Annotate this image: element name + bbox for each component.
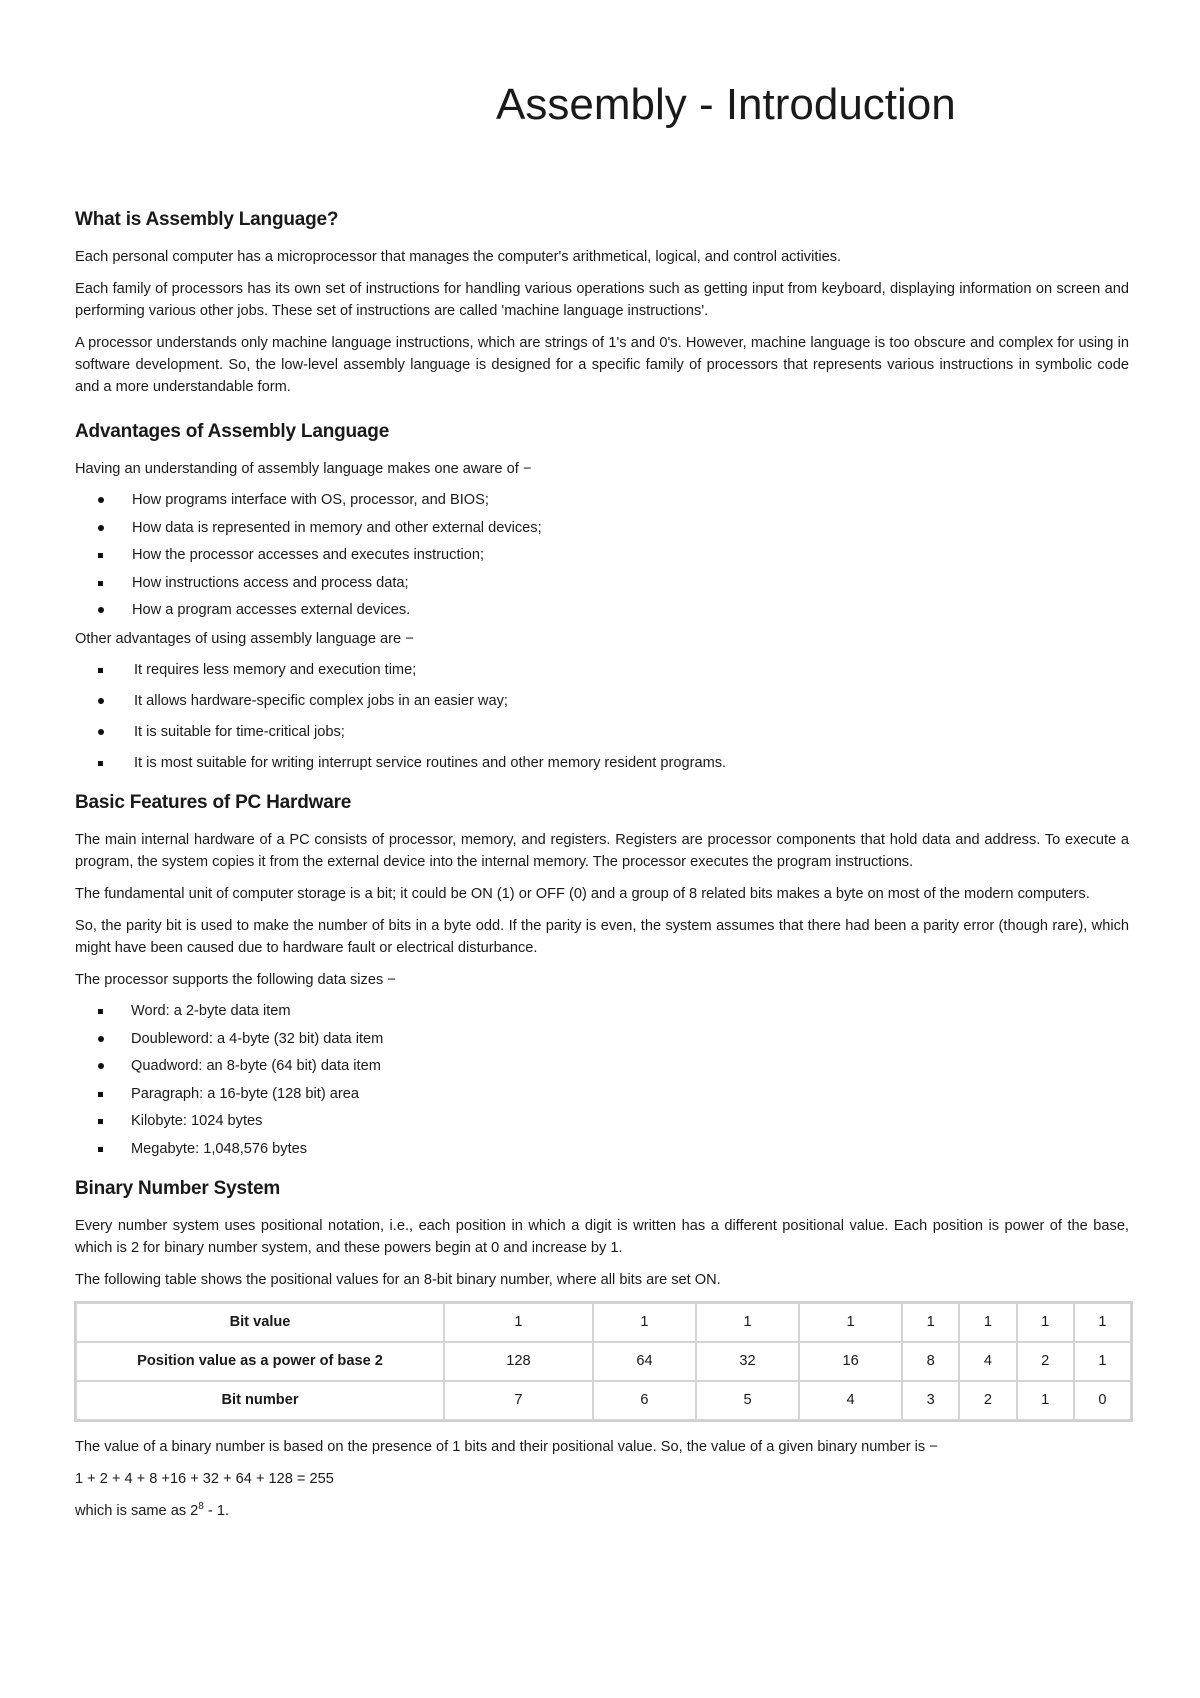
table-cell: 1 [593,1303,696,1342]
list-item-text: Quadword: an 8-byte (64 bit) data item [131,1058,381,1074]
bullet-icon [98,761,103,766]
document-body [75,208,1129,1532]
list-item-text: Kilobyte: 1024 bytes [131,1113,263,1129]
list-item [75,573,1129,593]
paragraph: The main internal hardware of a PC consists of processor, memory, and registers. Registers are processor components that hold data and address. To execute a program, the system copies it from the external device into the internal memory. The processor executes the program instructions. [75,832,1129,870]
section-pc-hardware [75,791,1129,1159]
page-title: Assembly - Introduction [496,80,956,129]
section-heading: Basic Features of PC Hardware [75,792,352,813]
table-cell: 4 [799,1381,902,1420]
list-item [75,1056,1129,1076]
section-heading: Binary Number System [75,1177,281,1199]
table-row [76,1303,1131,1342]
table-cell: 128 [444,1342,593,1381]
paragraph: Other advantages of using assembly language are − [75,631,414,647]
paragraph: Every number system uses positional notation, i.e., each position in which a digit is written has a different positional value. Each position is power of the base, which is 2 for binary number system, and these powers begin at 0 and increase by 1. [75,1217,1129,1256]
table-cell: 1 [1074,1303,1131,1342]
list-item-text: Word: a 2-byte data item [131,1003,291,1019]
list-item [75,518,1129,538]
row-header: Position value as a power of base 2 [76,1342,444,1381]
table-cell: 1 [696,1303,799,1342]
table-cell: 1 [1017,1303,1074,1342]
advantages-list [75,490,1129,620]
section-heading: What is Assembly Language? [75,209,339,230]
table-cell: 16 [799,1342,902,1381]
list-item-text: How a program accesses external devices. [132,602,411,618]
paragraph: A processor understands only machine language instructions, which are strings of 1's and 0's. However, machine language is too obscure and complex for using in software development. So, the low-level assembly language is designed for a specific family of processors that represents various instructions in symbolic code and a more understandable form. [75,335,1129,395]
exponent: 8 [198,1500,204,1512]
list-item [75,691,1129,711]
row-header: Bit value [76,1303,444,1342]
list-item [75,660,1129,680]
equation-note-prefix: which is same as 2 [75,1502,199,1519]
list-item-text: Paragraph: a 16-byte (128 bit) area [131,1085,359,1102]
list-item-text: It is suitable for time-critical jobs; [134,724,345,740]
paragraph: The value of a binary number is based on the presence of 1 bits and their positional value. So, the value of a given binary number is − [75,1438,938,1455]
bullet-icon [98,1036,104,1042]
table-cell: 1 [959,1303,1016,1342]
list-item [75,722,1129,742]
list-item-text: How programs interface with OS, processor, and BIOS; [132,492,489,508]
list-item-text: Doubleword: a 4-byte (32 bit) data item [131,1030,384,1047]
table-cell: 64 [593,1342,696,1381]
list-item [75,490,1129,510]
list-item-text: It requires less memory and execution time; [134,662,417,678]
paragraph: The following table shows the positional values for an 8-bit binary number, where all bits are set ON. [75,1271,721,1288]
table-cell: 4 [959,1342,1016,1381]
bullet-icon [98,525,104,531]
table-cell: 3 [902,1381,959,1420]
data-sizes-list [75,1001,1129,1159]
section-binary-number-system [75,1177,1129,1522]
other-advantages-list [75,660,1129,773]
table-cell: 6 [593,1381,696,1420]
bullet-icon [98,553,103,558]
list-item-text: How the processor accesses and executes instruction; [132,547,485,563]
table-row [76,1381,1131,1420]
bullet-icon [98,729,104,735]
list-item [75,600,1129,620]
bullet-icon [98,1009,103,1014]
paragraph: The processor supports the following data sizes − [75,972,396,988]
table-cell: 1 [799,1303,902,1342]
list-item-text: How data is represented in memory and other external devices; [132,519,542,536]
section-heading: Advantages of Assembly Language [75,421,390,442]
equation-note-suffix: - 1. [203,1502,229,1519]
bullet-icon [98,497,104,503]
paragraph: Each personal computer has a microprocessor that manages the computer's arithmetical, logical, and control activities. [75,249,842,265]
section-advantages [75,420,1129,773]
bullet-icon [98,668,103,673]
list-item [75,545,1129,565]
list-item [75,1111,1129,1131]
table-row [76,1342,1131,1381]
paragraph: Having an understanding of assembly language makes one aware of − [75,461,532,477]
bullet-icon [98,1119,103,1124]
table-cell: 5 [696,1381,799,1420]
table-cell: 0 [1074,1381,1131,1420]
bullet-icon [98,1063,104,1069]
list-item [75,1029,1129,1049]
positional-values-table [74,1301,1133,1422]
table-cell: 7 [444,1381,593,1420]
paragraph: So, the parity bit is used to make the number of bits in a byte odd. If the parity is even, the system assumes that there had been a parity error (though rare), which might have been caused due to hardware fault or electrical disturbance. [75,918,1129,956]
section-what-is-assembly [75,208,1129,398]
table-cell: 1 [1017,1381,1074,1420]
bullet-icon [98,1147,103,1152]
equation: 1 + 2 + 4 + 8 +16 + 32 + 64 + 128 = 255 [75,1470,334,1487]
row-header: Bit number [76,1381,444,1420]
list-item-text: How instructions access and process data; [132,574,409,591]
table-cell: 1 [902,1303,959,1342]
bullet-icon [98,698,104,704]
table-cell: 1 [444,1303,593,1342]
table-cell: 2 [959,1381,1016,1420]
list-item-text: It is most suitable for writing interrupt service routines and other memory resident programs. [134,755,727,771]
bullet-icon [98,1092,103,1097]
list-item [75,1084,1129,1104]
list-item-text: Megabyte: 1,048,576 bytes [131,1140,308,1157]
bullet-icon [98,607,104,613]
table-cell: 8 [902,1342,959,1381]
list-item-text: It allows hardware-specific complex jobs in an easier way; [134,693,508,709]
list-item [75,1001,1129,1021]
table-cell: 2 [1017,1342,1074,1381]
paragraph: The fundamental unit of computer storage is a bit; it could be ON (1) or OFF (0) and a group of 8 related bits makes a byte on most of the modern computers. [75,886,1090,902]
list-item [75,1139,1129,1159]
table-cell: 1 [1074,1342,1131,1381]
bullet-icon [98,581,103,586]
list-item [75,753,1129,773]
equation-note [75,1500,1129,1522]
table-cell: 32 [696,1342,799,1381]
paragraph: Each family of processors has its own set of instructions for handling various operations such as getting input from keyboard, displaying information on screen and performing various other jobs. These set of instructions are called 'machine language instructions'. [75,281,1129,319]
